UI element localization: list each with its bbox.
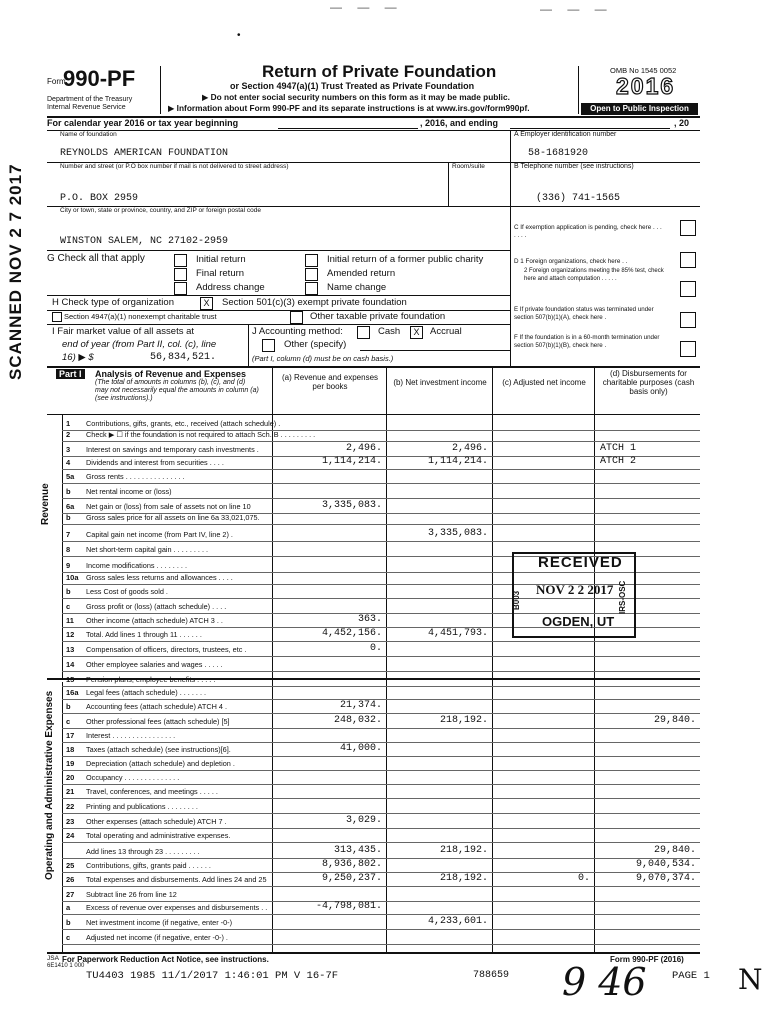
row-label: Excess of revenue over expenses and disbursements . . bbox=[86, 903, 268, 912]
open-inspection-badge: Open to Public Inspection bbox=[581, 103, 698, 115]
initial-former-checkbox[interactable] bbox=[305, 254, 318, 267]
ein-label: A Employer identification number bbox=[514, 131, 617, 138]
street-address: P.O. BOX 2959 bbox=[60, 193, 139, 204]
corner-mark: N bbox=[738, 963, 763, 996]
row-label: Other income (attach schedule) ATCH 3 . . bbox=[86, 616, 223, 625]
accrual-checkbox[interactable]: X bbox=[410, 326, 423, 339]
phone-label: B Telephone number (see instructions) bbox=[514, 163, 634, 170]
irs-label: Internal Revenue Service bbox=[47, 104, 126, 111]
stamp-place: OGDEN, UT bbox=[542, 614, 615, 629]
name-label: Name of foundation bbox=[60, 131, 117, 138]
row-col-a: 4,452,156. bbox=[321, 628, 382, 639]
row-label: Net gain or (loss) from sale of assets not on line 10 bbox=[86, 502, 251, 511]
stamp-left-code: B003 bbox=[512, 590, 521, 610]
top-dashes-right: — — — bbox=[540, 2, 613, 16]
initial-former-label: Initial return of a former public charity bbox=[327, 254, 484, 265]
row-col-a: 313,435. bbox=[333, 845, 382, 856]
row-number: 2 bbox=[66, 430, 71, 439]
row-col-a: 2,496. bbox=[345, 443, 382, 454]
row-number: c bbox=[66, 602, 71, 611]
footer-code: 788659 bbox=[473, 970, 510, 981]
row-number: b bbox=[66, 487, 71, 496]
address-label: Number and street (or P.O box number if mail is not delivered to street address) bbox=[60, 163, 289, 170]
row-col-d: 9,070,374. bbox=[635, 873, 696, 884]
amended-return-checkbox[interactable] bbox=[305, 268, 318, 281]
row-number: 26 bbox=[66, 875, 75, 884]
d1-checkbox[interactable] bbox=[680, 252, 696, 268]
row-number: 10a bbox=[66, 573, 79, 582]
stamp-received-text: RECEIVED bbox=[538, 554, 623, 571]
received-stamp bbox=[512, 552, 636, 638]
row-label: Legal fees (attach schedule) . . . . . . . bbox=[86, 688, 207, 697]
calendar-year-line: For calendar year 2016 or tax year beginning bbox=[47, 118, 239, 128]
row-number: 19 bbox=[66, 759, 75, 768]
city-label: City or town, state or province, country, and ZIP or foreign postal code bbox=[60, 207, 261, 214]
notice-info: ▶ Information about Form 990-PF and its separate instructions is at www.irs.gov/form990pf. bbox=[168, 103, 530, 113]
row-label: Interest . . . . . . . . . . . . . . . . bbox=[86, 731, 176, 740]
row-number: 14 bbox=[66, 660, 75, 669]
row-col-a: 9,250,237. bbox=[321, 873, 382, 884]
stamp-right-code: IRS-OSC bbox=[618, 580, 627, 614]
other-taxable-label: Other taxable private foundation bbox=[310, 311, 446, 322]
row-label: Net rental income or (loss) bbox=[86, 487, 172, 496]
cash-label: Cash bbox=[378, 326, 401, 337]
form-number: 990-PF bbox=[63, 66, 136, 91]
e-checkbox[interactable] bbox=[680, 312, 696, 328]
i-fmv-line3: 16) ▶ $ bbox=[62, 352, 94, 363]
row-number: 12 bbox=[66, 630, 75, 639]
expenses-side-label: Operating and Administrative Expenses bbox=[44, 690, 55, 880]
foundation-name: REYNOLDS AMERICAN FOUNDATION bbox=[60, 148, 229, 159]
row-number: 23 bbox=[66, 817, 75, 826]
row-label: Dividends and interest from securities . . . . bbox=[86, 458, 224, 467]
calendar-mid: , 2016, and ending bbox=[420, 118, 499, 128]
final-return-checkbox[interactable] bbox=[174, 268, 187, 281]
row-label: Compensation of officers, directors, trustees, etc . bbox=[86, 645, 247, 654]
row-col-d: ATCH 2 bbox=[600, 456, 637, 467]
footer-jsa: JSA bbox=[47, 955, 59, 962]
row-label: Interest on savings and temporary cash investments . bbox=[86, 445, 259, 454]
d2-foreign-label: 2 Foreign organizations meeting the 85% test, check here and attach computation . . . . . bbox=[524, 268, 664, 282]
form-subtitle: or Section 4947(a)(1) Trust Treated as Private Foundation bbox=[230, 81, 475, 91]
row-number: 24 bbox=[66, 831, 75, 840]
row-number: c bbox=[66, 933, 71, 942]
cash-checkbox[interactable] bbox=[357, 326, 370, 339]
calendar-end: , 20 bbox=[674, 118, 690, 128]
row-col-a: 248,032. bbox=[333, 715, 382, 726]
row-label: Total operating and administrative expenses. bbox=[86, 831, 231, 840]
h-org-type-label: H Check type of organization bbox=[52, 297, 174, 308]
dept-label: Department of the Treasury bbox=[47, 96, 133, 103]
fmv-value: 56,834,521. bbox=[150, 352, 217, 363]
stamp-date: NOV 2 2 2017 bbox=[536, 582, 614, 597]
row-label: Gross rents . . . . . . . . . . . . . . . bbox=[86, 472, 185, 481]
row-label: Contributions, gifts, grants, etc., received (attach schedule) . bbox=[86, 419, 281, 428]
row-number: 18 bbox=[66, 745, 75, 754]
row-number: b bbox=[66, 587, 71, 596]
row-col-a: 3,335,083. bbox=[321, 500, 382, 511]
row-number: 16a bbox=[66, 688, 79, 697]
row-col-c: 0. bbox=[577, 873, 590, 884]
row-col-b: 218,192. bbox=[439, 845, 488, 856]
row-col-a: 3,029. bbox=[345, 815, 382, 826]
address-change-label: Address change bbox=[196, 282, 265, 293]
i-fmv-line2: end of year (from Part II, col. (c), line bbox=[62, 339, 217, 350]
row-label: Less Cost of goods sold . bbox=[86, 587, 168, 596]
row-col-a: 41,000. bbox=[339, 743, 382, 754]
row-number: b bbox=[66, 702, 71, 711]
row-col-b: 4,233,601. bbox=[427, 916, 488, 927]
row-label: Travel, conferences, and meetings . . . . . bbox=[86, 787, 218, 796]
row-number: 6a bbox=[66, 502, 75, 511]
row-number: 8 bbox=[66, 545, 71, 554]
f-checkbox[interactable] bbox=[680, 341, 696, 357]
other-method-label: Other (specify) bbox=[284, 339, 347, 350]
row-col-a: 0. bbox=[369, 643, 382, 654]
footer-paperwork: For Paperwork Reduction Act Notice, see instructions. bbox=[62, 955, 269, 964]
initial-return-label: Initial return bbox=[196, 254, 246, 265]
row-number: 25 bbox=[66, 861, 75, 870]
row-col-b: 4,451,793. bbox=[427, 628, 488, 639]
row-number: 1 bbox=[66, 419, 71, 428]
col-b-header: (b) Net investment income bbox=[393, 378, 487, 387]
row-label: Total expenses and disbursements. Add lines 24 and 25 bbox=[86, 875, 267, 884]
row-label: Net short-term capital gain . . . . . . . . . bbox=[86, 545, 209, 554]
row-label: Pension plans, employee benefits . . . . . bbox=[86, 675, 216, 684]
amended-return-label: Amended return bbox=[327, 268, 396, 279]
section-4947-label: Section 4947(a)(1) nonexempt charitable trust bbox=[64, 312, 217, 321]
row-label: Total. Add lines 1 through 11 . . . . . . bbox=[86, 630, 202, 639]
row-col-b: 1,114,214. bbox=[427, 456, 488, 467]
revenue-side-label: Revenue bbox=[40, 483, 51, 525]
other-taxable-checkbox[interactable] bbox=[290, 311, 303, 324]
phone-value: (336) 741-1565 bbox=[536, 193, 621, 204]
part1-col-d-cash-note: (Part I, column (d) must be on cash basis.) bbox=[252, 354, 394, 363]
omb-number: OMB No 1545 0052 bbox=[610, 66, 677, 75]
row-number: 11 bbox=[66, 616, 74, 625]
section-501c3-checkbox[interactable]: X bbox=[200, 297, 213, 310]
top-dot: • bbox=[237, 30, 241, 41]
row-col-b: 218,192. bbox=[439, 873, 488, 884]
notice-ssn: ▶ Do not enter social security numbers on this form as it may be made public. bbox=[202, 92, 510, 102]
row-label: Subtract line 26 from line 12 bbox=[86, 890, 177, 899]
row-col-a: 21,374. bbox=[339, 700, 382, 711]
row-col-a: 363. bbox=[357, 614, 382, 625]
row-col-a: -4,798,081. bbox=[315, 901, 382, 912]
c-checkbox[interactable] bbox=[680, 220, 696, 236]
footer-page: PAGE 1 bbox=[672, 970, 710, 982]
part1-title: Analysis of Revenue and Expenses bbox=[95, 369, 247, 379]
row-label: Other expenses (attach schedule) ATCH 7 . bbox=[86, 817, 227, 826]
part1-tag: Part I bbox=[56, 369, 85, 379]
row-label: Other professional fees (attach schedule) [5] bbox=[86, 717, 230, 726]
col-c-header: (c) Adjusted net income bbox=[502, 378, 586, 387]
scanned-side-stamp: SCANNED NOV 2 7 2017 bbox=[6, 163, 25, 380]
row-label: Gross profit or (loss) (attach schedule) . . . . bbox=[86, 602, 227, 611]
row-col-d: 9,040,534. bbox=[635, 859, 696, 870]
row-number: 15 bbox=[66, 675, 75, 684]
final-return-label: Final return bbox=[196, 268, 245, 279]
row-number: 21 bbox=[66, 787, 75, 796]
row-col-a: 8,936,802. bbox=[321, 859, 382, 870]
row-label: Net investment income (if negative, enter -0-) bbox=[86, 918, 232, 927]
row-number: 27 bbox=[66, 890, 75, 899]
name-change-label: Name change bbox=[327, 282, 387, 293]
i-fmv-line1: I Fair market value of all assets at bbox=[52, 326, 195, 337]
row-number: 5a bbox=[66, 472, 75, 481]
handwritten-page-number: 9 46 bbox=[562, 960, 647, 1004]
row-label: Capital gain net income (from Part IV, line 2) . bbox=[86, 530, 233, 539]
row-col-b: 2,496. bbox=[451, 443, 488, 454]
footer-jsa-code: 6E1410 1 000 bbox=[47, 963, 85, 969]
d1-foreign-label: D 1 Foreign organizations, check here . . bbox=[514, 258, 628, 265]
row-number: b bbox=[66, 513, 71, 522]
row-number: b bbox=[66, 918, 71, 927]
city-state-zip: WINSTON SALEM, NC 27102-2959 bbox=[60, 236, 229, 247]
row-label: Contributions, gifts, grants paid . . . . . . bbox=[86, 861, 211, 870]
row-label: Add lines 13 through 23 . . . . . . . . . bbox=[86, 847, 200, 856]
col-d-header: (d) Disbursements for charitable purposes (cash basis only) bbox=[602, 369, 695, 396]
form-title: Return of Private Foundation bbox=[262, 62, 497, 81]
row-label: Accounting fees (attach schedule) ATCH 4 . bbox=[86, 702, 228, 711]
row-label: Check ▶ ☐ if the foundation is not required to attach Sch. B . . . . . . . . . bbox=[86, 430, 316, 439]
row-col-d: 29,840. bbox=[653, 715, 696, 726]
footer-print-line: TU4403 1985 11/1/2017 1:46:01 PM V 16-7F bbox=[86, 970, 339, 982]
row-number: 7 bbox=[66, 530, 71, 539]
section-501c3-label: Section 501(c)(3) exempt private foundation bbox=[222, 297, 407, 308]
row-label: Taxes (attach schedule) (see instructions)[6]. bbox=[86, 745, 231, 754]
row-number: 13 bbox=[66, 645, 75, 654]
row-label: Gross sales less returns and allowances . . . . bbox=[86, 573, 233, 582]
row-col-d: 29,840. bbox=[653, 845, 696, 856]
accrual-label: Accrual bbox=[430, 326, 462, 337]
row-number: 4 bbox=[66, 458, 71, 467]
row-number: 9 bbox=[66, 561, 71, 570]
row-label: Adjusted net income (if negative, enter -0-) . bbox=[86, 933, 228, 942]
section-4947-checkbox[interactable] bbox=[52, 312, 62, 322]
row-label: Income modifications . . . . . . . . bbox=[86, 561, 187, 570]
row-col-d: ATCH 1 bbox=[600, 443, 637, 454]
row-label: Occupancy . . . . . . . . . . . . . . bbox=[86, 773, 180, 782]
tax-year: 2016 bbox=[616, 73, 676, 99]
top-dashes: — — — bbox=[330, 0, 403, 14]
row-number: c bbox=[66, 717, 71, 726]
footer-form-ref: Form 990-PF (2016) bbox=[610, 955, 684, 964]
row-label: Printing and publications . . . . . . . . bbox=[86, 802, 198, 811]
ein-value: 58-1681920 bbox=[528, 148, 589, 159]
g-check-label: G Check all that apply bbox=[47, 253, 145, 264]
row-label: Gross sales price for all assets on line 6a 33,021,075. bbox=[86, 513, 260, 522]
row-number: 3 bbox=[66, 445, 71, 454]
row-label: Depreciation (attach schedule) and depletion . bbox=[86, 759, 235, 768]
row-number: 17 bbox=[66, 731, 75, 740]
part1-title-note: (The total of amounts in columns (b), (c), and (d) may not necessarily equal the amounts in column (a) (see instructions).) bbox=[95, 379, 259, 402]
f-60month-label: F If the foundation is in a 60-month termination under section 507(b)(1)(B), check here . bbox=[514, 334, 660, 349]
row-col-a: 1,114,214. bbox=[321, 456, 382, 467]
address-change-checkbox[interactable] bbox=[174, 282, 187, 295]
name-change-checkbox[interactable] bbox=[305, 282, 318, 295]
j-accounting-label: J Accounting method: bbox=[252, 326, 343, 337]
initial-return-checkbox[interactable] bbox=[174, 254, 187, 267]
row-col-b: 3,335,083. bbox=[427, 528, 488, 539]
room-label: Room/suite bbox=[452, 163, 485, 170]
other-method-checkbox[interactable] bbox=[262, 339, 275, 352]
c-exemption-label: C If exemption application is pending, check here . . . . . . . bbox=[514, 224, 662, 239]
d2-checkbox[interactable] bbox=[680, 281, 696, 297]
form-prefix: Form bbox=[47, 77, 66, 86]
col-a-header: (a) Revenue and expenses per books bbox=[281, 373, 379, 391]
e-terminated-label: E If private foundation status was terminated under section 507(b)(1)(A), check here . bbox=[514, 306, 654, 321]
row-col-b: 218,192. bbox=[439, 715, 488, 726]
row-number: a bbox=[66, 903, 71, 912]
row-label: Other employee salaries and wages . . . . . bbox=[86, 660, 223, 669]
row-number: 20 bbox=[66, 773, 75, 782]
row-number: 22 bbox=[66, 802, 75, 811]
